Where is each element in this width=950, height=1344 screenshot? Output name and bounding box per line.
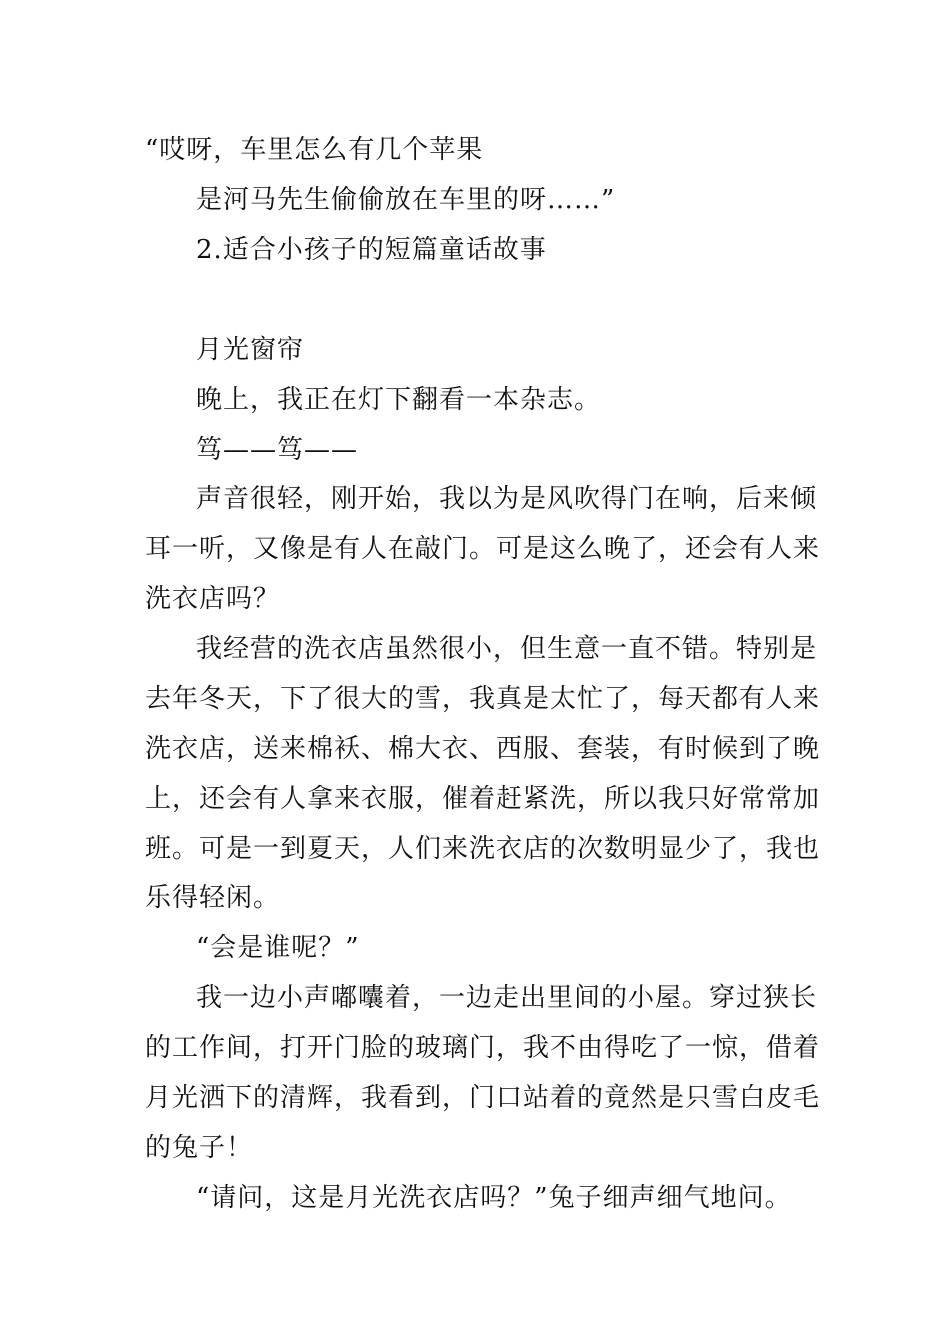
text-line: 笃——笃—— xyxy=(196,435,359,465)
text-line: 的工作间，打开门脸的玻璃门，我不由得吃了一惊，借着 xyxy=(145,1033,821,1063)
text-line: 洗衣店吗？ xyxy=(145,584,281,614)
text-line: 我经营的洗衣店虽然很小，但生意一直不错。特别是 xyxy=(196,634,818,664)
text-line: 班。可是一到夏天，人们来洗衣店的次数明显少了，我也 xyxy=(145,834,821,864)
text-line: “会是谁呢？” xyxy=(196,933,360,963)
text-line: 耳一听，又像是有人在敲门。可是这么晚了，还会有人来 xyxy=(145,534,821,564)
text-line: “请问，这是月光洗衣店吗？”兔子细声细气地问。 xyxy=(196,1183,792,1213)
text-line: 晚上，我正在灯下翻看一本杂志。 xyxy=(196,385,602,415)
story-title: 月光窗帘 xyxy=(196,335,305,365)
text-line: 乐得轻闲。 xyxy=(145,883,281,913)
text-line: 我一边小声嘟囔着，一边走出里间的小屋。穿过狭长 xyxy=(196,983,818,1013)
text-line: 月光洒下的清辉，我看到，门口站着的竟然是只雪白皮毛 xyxy=(145,1083,821,1113)
text-line: 洗衣店，送来棉袄、棉大衣、西服、套装，有时候到了晚 xyxy=(145,734,821,764)
text-line: 声音很轻，刚开始，我以为是风吹得门在响，后来倾 xyxy=(196,484,818,514)
text-line: 的兔子！ xyxy=(145,1133,254,1163)
text-line: 是河马先生偷偷放在车里的呀……” xyxy=(196,185,616,215)
text-line: “哎呀，车里怎么有几个苹果 xyxy=(145,135,484,165)
section-heading: 2.适合小孩子的短篇童话故事 xyxy=(196,235,547,265)
text-line: 去年冬天，下了很大的雪，我真是太忙了，每天都有人来 xyxy=(145,684,821,714)
text-line: 上，还会有人拿来衣服，催着赶紧洗，所以我只好常常加 xyxy=(145,784,821,814)
